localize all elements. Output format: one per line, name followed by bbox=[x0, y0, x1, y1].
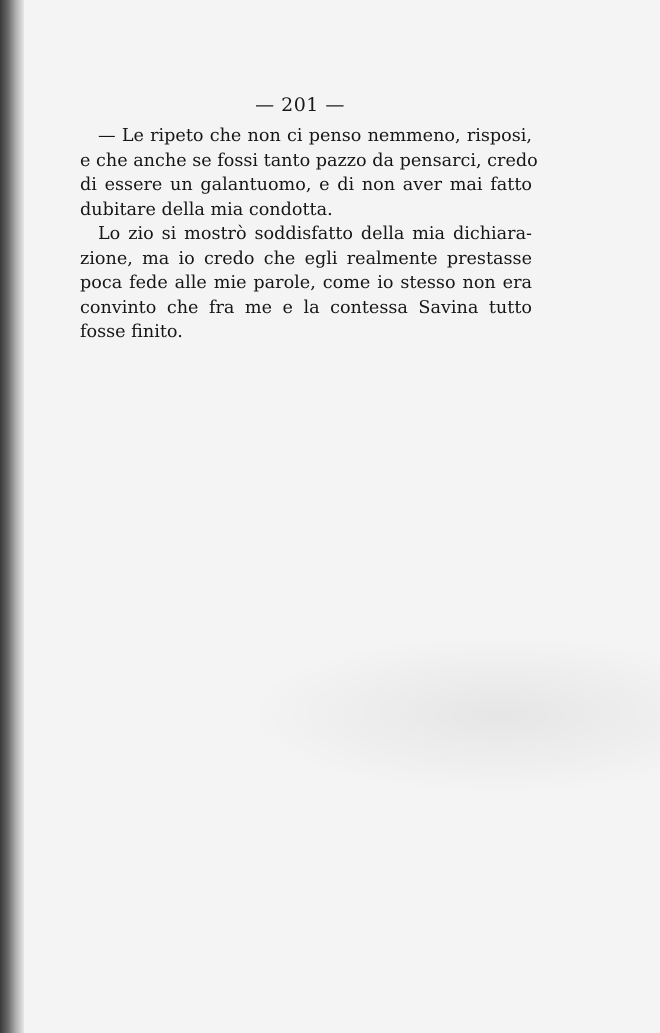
page-number: — 201 — bbox=[255, 94, 345, 116]
text-line: poca fede alle mie parole, come io stesso non era bbox=[80, 273, 532, 293]
body-text bbox=[80, 124, 538, 345]
text-line: zione, ma io credo che egli realmente prestasse bbox=[80, 248, 532, 269]
text-line: — Le ripeto che non ci penso nemmeno, risposi, bbox=[98, 126, 532, 146]
show-through-bleed bbox=[260, 640, 660, 790]
text-line: di essere un galantuomo, e di non aver mai fatto bbox=[80, 175, 532, 195]
text-line: fosse finito. bbox=[80, 322, 183, 342]
text-line: Lo zio si mostrò soddisfatto della mia dichiara- bbox=[98, 224, 532, 244]
page-binding-edge bbox=[0, 0, 24, 1033]
text-line: dubitare della mia condotta. bbox=[80, 199, 333, 220]
text-line: convinto che fra me e la contessa Savina tutto bbox=[80, 297, 532, 318]
text-line: e che anche se fossi tanto pazzo da pensarci, credo bbox=[80, 150, 538, 171]
